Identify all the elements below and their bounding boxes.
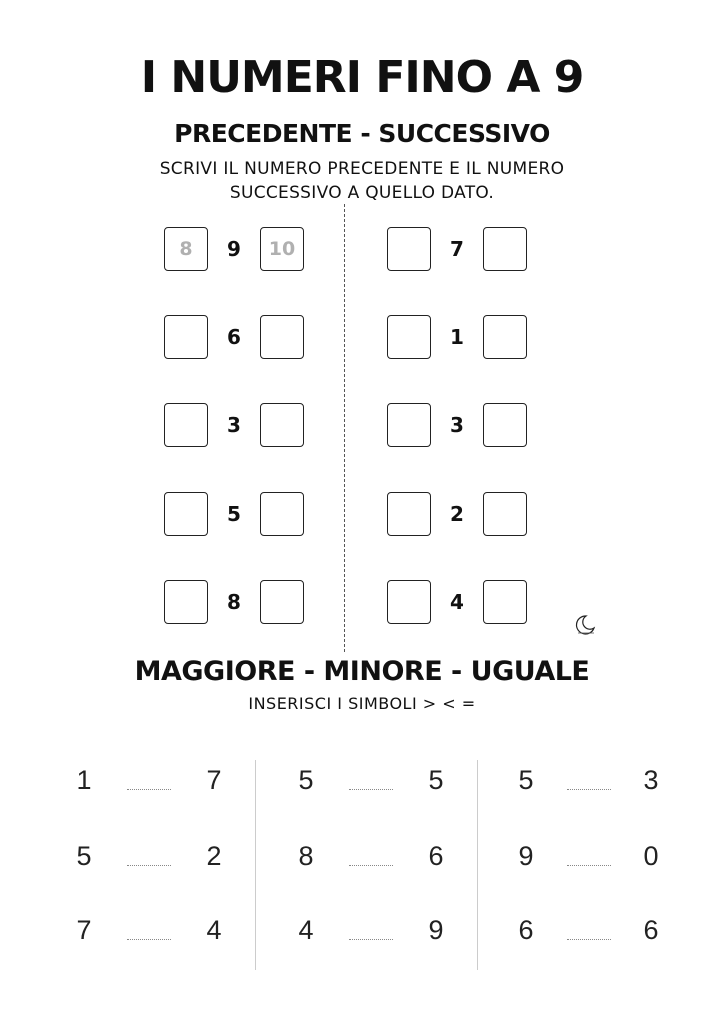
next-number-box[interactable] [260, 492, 304, 536]
left-number: 1 [76, 765, 92, 795]
center-divider [344, 204, 345, 652]
answer-blank[interactable] [349, 865, 393, 866]
next-number-box[interactable] [260, 580, 304, 624]
left-number: 7 [76, 915, 92, 945]
right-number: 9 [428, 915, 444, 945]
right-number: 0 [643, 841, 659, 871]
previous-number-box[interactable] [387, 580, 431, 624]
answer-blank[interactable] [567, 789, 611, 790]
previous-number-box[interactable] [387, 492, 431, 536]
left-number: 8 [298, 841, 314, 871]
left-number: 5 [76, 841, 92, 871]
right-number: 6 [428, 841, 444, 871]
comparison-row [506, 914, 671, 946]
given-number: 3 [450, 413, 464, 437]
moonaris-logo [562, 602, 610, 638]
next-number-box[interactable] [483, 315, 527, 359]
sequence-row [164, 492, 304, 536]
answer-blank[interactable] [567, 939, 611, 940]
previous-number-box[interactable] [387, 227, 431, 271]
right-number: 3 [643, 765, 659, 795]
right-number: 4 [206, 915, 222, 945]
column-divider [477, 760, 478, 970]
comparison-row [506, 840, 671, 872]
sequence-row [164, 580, 304, 624]
page-title: I NUMERI FINO A 9 [140, 52, 584, 103]
sequence-row [164, 403, 304, 447]
previous-number-box[interactable] [387, 315, 431, 359]
sequence-row [164, 227, 304, 271]
given-number: 9 [227, 237, 241, 261]
comparison-row [286, 840, 456, 872]
given-number: 6 [227, 325, 241, 349]
instructions-line-2: SUCCESSIVO A QUELLO DATO. [229, 183, 495, 203]
previous-number-box[interactable] [164, 403, 208, 447]
sequence-row [387, 227, 527, 271]
answer-blank[interactable] [127, 865, 171, 866]
instructions-line-1: SCRIVI IL NUMERO PRECEDENTE E IL NUMERO [159, 159, 565, 179]
left-number: 5 [298, 765, 314, 795]
sequence-row [164, 315, 304, 359]
given-number: 4 [450, 590, 464, 614]
left-number: 6 [518, 915, 534, 945]
sequence-row [387, 580, 527, 624]
previous-number-box[interactable] [164, 315, 208, 359]
comparison-row [286, 914, 456, 946]
comparison-row [286, 764, 456, 796]
answer-blank[interactable] [567, 865, 611, 866]
previous-number-box[interactable] [164, 580, 208, 624]
given-number: 2 [450, 502, 464, 526]
left-number: 9 [518, 841, 534, 871]
given-number: 3 [227, 413, 241, 437]
previous-number-box[interactable]: 8 [164, 227, 208, 271]
given-number: 1 [450, 325, 464, 349]
right-number: 7 [206, 765, 222, 795]
next-number-box[interactable]: 10 [260, 227, 304, 271]
comparison-row [64, 914, 234, 946]
column-divider [255, 760, 256, 970]
previous-number-box[interactable] [387, 403, 431, 447]
left-number: 5 [518, 765, 534, 795]
answer-blank[interactable] [127, 939, 171, 940]
previous-number-box[interactable] [164, 492, 208, 536]
section-title-comparison: MAGGIORE - MINORE - UGUALE [134, 656, 590, 687]
sequence-row [387, 403, 527, 447]
moon-icon [562, 602, 610, 638]
sequence-row [387, 315, 527, 359]
sequence-row [387, 492, 527, 536]
next-number-box[interactable] [260, 315, 304, 359]
comparison-row [64, 764, 234, 796]
next-number-box[interactable] [483, 492, 527, 536]
right-number: 5 [428, 765, 444, 795]
section-title-sequence: PRECEDENTE - SUCCESSIVO [174, 119, 550, 148]
comparison-row [64, 840, 234, 872]
next-number-box[interactable] [483, 227, 527, 271]
answer-blank[interactable] [349, 789, 393, 790]
next-number-box[interactable] [483, 403, 527, 447]
given-number: 7 [450, 237, 464, 261]
next-number-box[interactable] [260, 403, 304, 447]
right-number: 6 [643, 915, 659, 945]
comparison-instructions: INSERISCI I SIMBOLI > < = [248, 694, 476, 713]
answer-blank[interactable] [127, 789, 171, 790]
left-number: 4 [298, 915, 314, 945]
given-number: 8 [227, 590, 241, 614]
comparison-row [506, 764, 671, 796]
right-number: 2 [206, 841, 222, 871]
next-number-box[interactable] [483, 580, 527, 624]
answer-blank[interactable] [349, 939, 393, 940]
given-number: 5 [227, 502, 241, 526]
